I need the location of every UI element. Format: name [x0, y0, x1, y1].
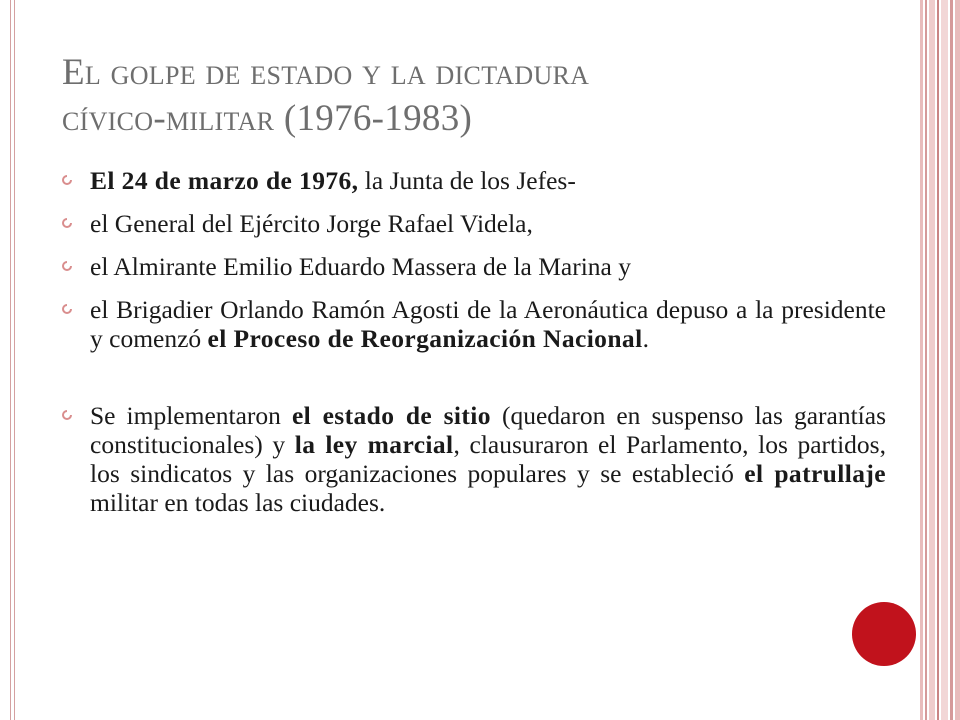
bullet-item-2 [62, 209, 886, 238]
bullet-2-text: el General del Ejército Jorge Rafael Videla, [90, 209, 533, 238]
bullet-5-text-3: , clausuraron el Parlamento, los partidos, los sindicatos y las organizaciones populares y se estableció [90, 430, 886, 488]
title-line-2: cívico-militar (1976-1983) [62, 98, 473, 139]
bullet-5-bold-2: la ley marcial [294, 430, 454, 459]
bullet-list [62, 166, 886, 517]
bullet-5-bold-3: el patrullaje [744, 459, 886, 488]
open-circle-bullet-icon [62, 410, 72, 420]
title-line-1: El golpe de estado y la dictadura [62, 52, 590, 93]
bullet-5-bold-1: el estado de sitio [291, 401, 491, 430]
bullet-4-bold-1: el Proceso de Reorganización Nacional [207, 324, 643, 353]
right-stripe [929, 0, 935, 720]
bullet-5-text-2: (quedaron en suspenso las garantías constitucionales) y [90, 401, 886, 459]
right-stripe [955, 0, 960, 720]
bullet-1-text: la Junta de los Jefes- [358, 166, 576, 195]
bullet-item-5 [62, 401, 886, 517]
open-circle-bullet-icon [62, 175, 72, 185]
bullet-item-4 [62, 295, 886, 353]
bullet-5-text-1: Se implementaron [90, 401, 292, 430]
right-decorative-band [920, 0, 960, 720]
slide-title [62, 50, 902, 142]
red-circle-decoration [852, 602, 916, 666]
bullet-1-bold: El 24 de marzo de 1976, [90, 166, 359, 195]
right-stripe [920, 0, 923, 720]
bullet-5-text-4: militar en todas las ciudades. [90, 488, 386, 517]
open-circle-bullet-icon [62, 218, 72, 228]
bullet-3-text: el Almirante Emilio Eduardo Massera de la Marina y [90, 252, 632, 281]
bullet-item-3 [62, 252, 886, 281]
open-circle-bullet-icon [62, 261, 72, 271]
right-stripe [950, 0, 953, 720]
right-stripe [941, 0, 948, 720]
right-stripe [925, 0, 927, 720]
right-stripe [937, 0, 939, 720]
left-frame-line-inner [14, 0, 15, 720]
open-circle-bullet-icon [62, 304, 72, 314]
left-frame-line-outer [10, 0, 11, 720]
bullet-item-1 [62, 166, 886, 195]
bullet-4-text-1: el Brigadier Orlando Ramón Agosti de la Aeronáutica depuso a la presidente y comenzó [90, 295, 886, 353]
bullet-4-text-2: . [642, 324, 649, 353]
